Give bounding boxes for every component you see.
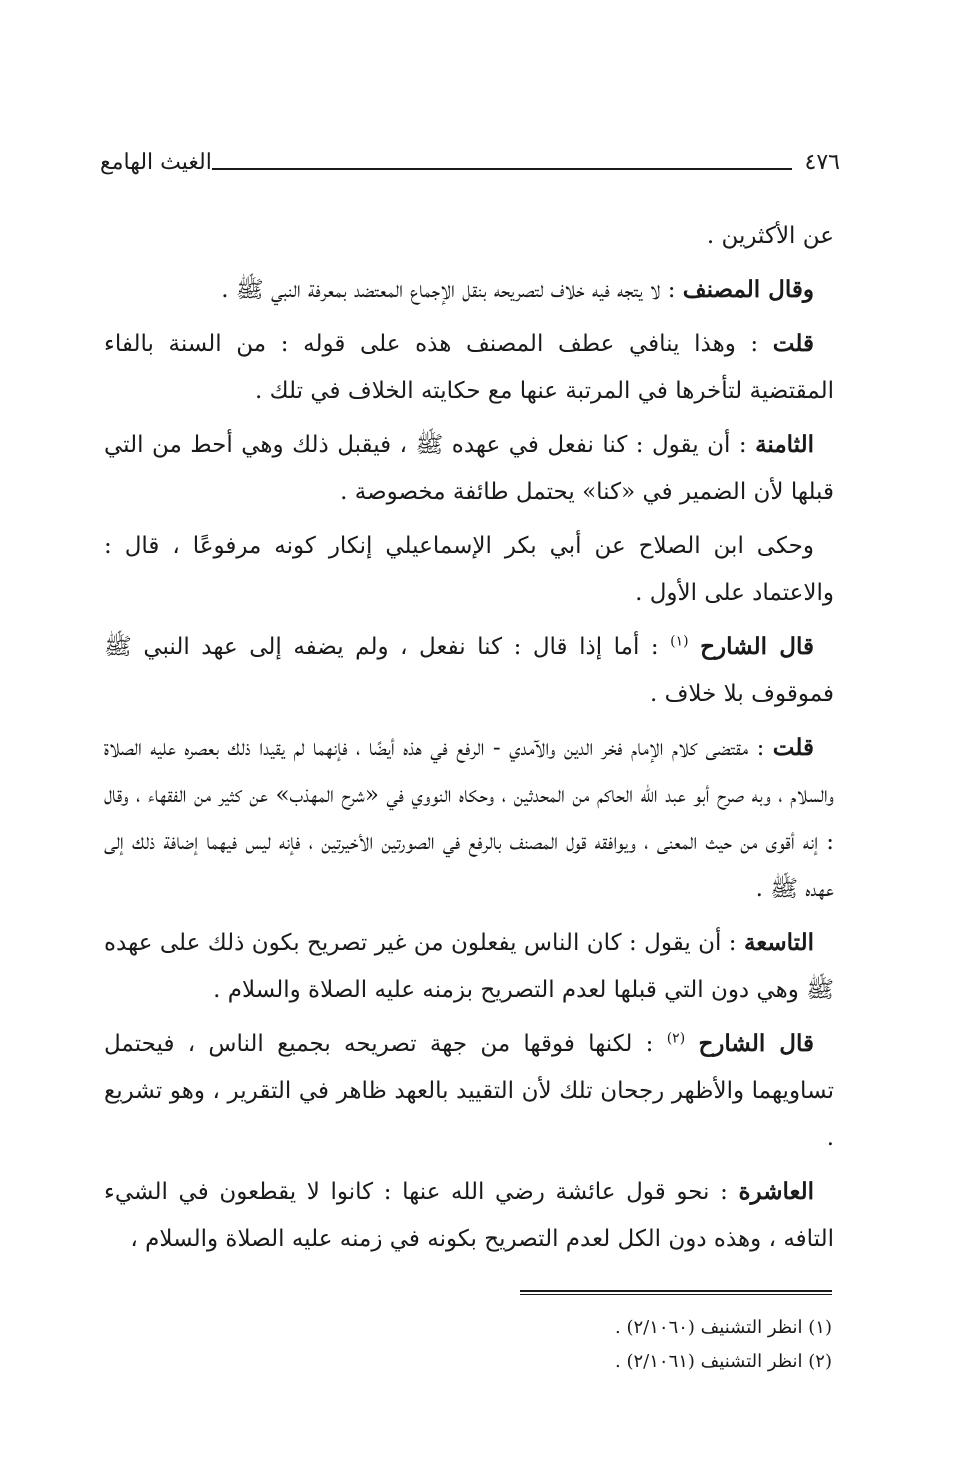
paragraph-term: قلت: [772, 330, 814, 357]
paragraph-text: : مقتضى كلام الإمام فخر الدين والآمدي - الرفع في هذه أيضًا ، فإنهما لم يقيدا ذلك بعصره عليه الصلاة والسلام ، وبه صرح أبو عبد الله الحاكم من المحدثين ، وحكاه النووي في «شرح المهذب» عن كثير من الفقهاء ، وقال : إنه أقوى من حيث المعنى ، ويوافقه قول المصنف بالرفع في الصورتين الأخيرتين ، فإنه ليس فيهما إضافة ذلك إلى عهده ﷺ .: [104, 735, 834, 902]
paragraph: [104, 1168, 834, 1263]
page-header: [100, 148, 840, 182]
paragraph-term: وقال المصنف: [682, 276, 814, 303]
paragraph-term: قال الشارح: [700, 633, 814, 660]
paragraph: [104, 212, 834, 260]
paragraph: [104, 266, 834, 314]
paragraph-text: : لا يتجه فيه خلاف لتصريحه بنقل الإجماع المعتضد بمعرفة النبي ﷺ .: [221, 277, 683, 303]
footnote: (٢) انظر التشنيف (٢/١٠٦١) .: [615, 1351, 832, 1372]
footnote-marker: (٢): [666, 1030, 686, 1047]
running-title: الغيث الهامع: [100, 150, 212, 175]
main-text: [104, 212, 834, 1269]
paragraph: [104, 320, 834, 415]
footnote-rule: [520, 1290, 832, 1292]
paragraph-text: : أن يقول : كان الناس يفعلون من غير تصريح بكون ذلك على عهده ﷺ وهي دون التي قبلها لعدم التصريح بزمنه عليه الصلاة والسلام .: [104, 930, 834, 1003]
paragraph-term: التاسعة: [743, 929, 814, 956]
paragraph-text: عن الأكثرين .: [706, 223, 834, 249]
footnote: (١) انظر التشنيف (٢/١٠٦٠) .: [615, 1317, 832, 1338]
footnote-marker: (١): [670, 633, 689, 650]
footnotes: [520, 1290, 832, 1379]
paragraph: [104, 421, 834, 516]
paragraph-term: العاشرة: [738, 1178, 814, 1205]
header-rule: [212, 168, 792, 170]
paragraph: [104, 522, 834, 617]
paragraph: [104, 919, 834, 1014]
paragraph-text: وحكى ابن الصلاح عن أبي بكر الإسماعيلي إنكار كونه مرفوعًا ، قال : والاعتماد على الأول .: [104, 533, 834, 606]
paragraph-text: : أن يقول : كنا نفعل في عهده ﷺ ، فيقبل ذلك وهي أحط من التي قبلها لأن الضمير في «كنا» يحتمل طائفة مخصوصة .: [104, 432, 834, 505]
paragraph-text: : نحو قول عائشة رضي الله عنها : كانوا لا يقطعون في الشيء التافه ، وهذه دون الكل لعدم التصريح بكونه في زمنه عليه الصلاة والسلام ،: [104, 1179, 834, 1252]
paragraph-text: : أما إذا قال : كنا نفعل ، ولم يضفه إلى عهد النبي ﷺ فموقوف بلا خلاف .: [104, 634, 834, 707]
paragraph-term: الثامنة: [755, 431, 814, 458]
footnote-rule: [520, 1294, 832, 1295]
paragraph: [104, 623, 834, 718]
paragraph-term: قال الشارح: [698, 1030, 814, 1057]
paragraph: [104, 1020, 834, 1162]
paragraph-text: : لكنها فوقها من جهة تصريحه بجميع الناس ، فيحتمل تساويهما والأظهر رجحان تلك لأن التقييد بالعهد ظاهر في التقرير ، وهو تشريع .: [104, 1031, 834, 1151]
page-number: ٤٧٦: [804, 150, 840, 175]
paragraph-text: : وهذا ينافي عطف المصنف هذه على قوله : من السنة بالفاء المقتضية لتأخرها في المرتبة عنها مع حكايته الخلاف في تلك .: [104, 331, 834, 404]
paragraph-term: قلت: [772, 734, 814, 761]
paragraph: [104, 724, 834, 913]
